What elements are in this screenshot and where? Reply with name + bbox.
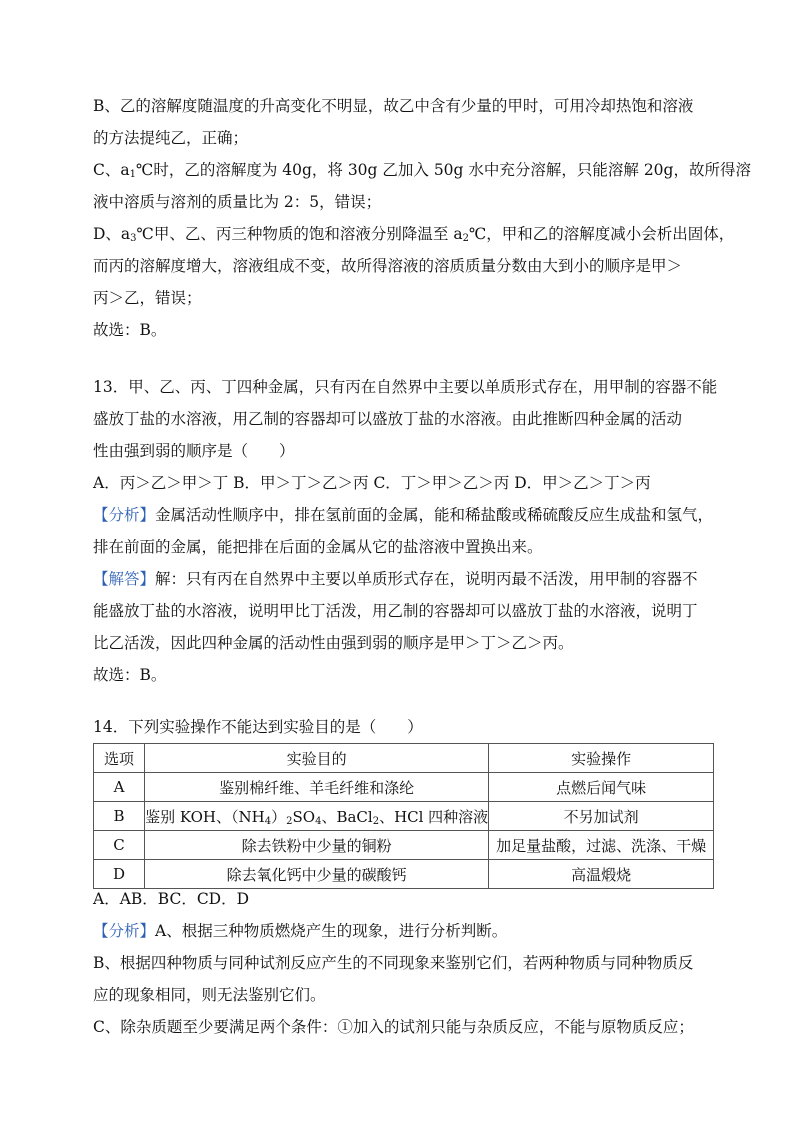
header-operation: 实验操作 [489,744,714,773]
row-operation: 不另加试剂 [489,802,714,831]
q12-line-d2: 而丙的溶解度增大，溶液组成不变，故所得溶液的溶质质量分数由大到小的顺序是甲＞ [93,257,683,275]
q13-solution-2: 能盛放丁盐的水溶液，说明甲比丁活泼，用乙制的容器却可以盛放丁盐的水溶液，说明丁 [93,602,698,620]
row-option: D [94,860,145,889]
experiment-table [93,743,714,889]
row-goal: 鉴别棉纤维、羊毛纤维和涤纶 [145,773,489,802]
q14-analysis-c: C、除杂质题至少要满足两个条件：①加入的试剂只能与杂质反应，不能与原物质反应； [93,1018,694,1036]
header-option: 选项 [94,744,145,773]
q12-answer: 故选：B。 [93,321,167,339]
table-header-row [94,744,714,773]
q13-options: A．丙＞乙＞甲＞丁 B．甲＞丁＞乙＞丙 C．丁＞甲＞乙＞丙 D．甲＞乙＞丁＞丙 [93,474,651,492]
q13-stem-3: 性由强到弱的顺序是（ ） [93,442,295,460]
q13-solution-3: 比乙活泼，因此四种金属的活动性由强到弱的顺序是甲＞丁＞乙＞丙。 [93,634,574,652]
q13-analysis-2: 排在前面的金属，能把排在后面的金属从它的盐溶液中置换出来。 [93,538,543,556]
q13-stem-2: 盛放丁盐的水溶液，用乙制的容器却可以盛放丁盐的水溶液。由此推断四种金属的活动 [93,410,683,428]
q14-analysis-a: 【分析】A、根据三种物质燃烧产生的现象，进行分析判断。 [93,922,508,940]
table-row [94,802,714,831]
row-operation: 高温煅烧 [489,860,714,889]
row-goal: 鉴别 KOH、$(NH_4)_2SO_4$、BaCl$_2$、HCl 四种溶液 [145,802,489,831]
row-option: C [94,831,145,860]
q13-answer: 故选：B。 [93,666,167,684]
solution-tag: 【解答】 [93,570,156,588]
q12-line-d1: D、$a_3℃$甲、乙、丙三种物质的饱和溶液分别降温至 $a_2℃$，甲和乙的溶解度减小会析出固体， [93,225,735,244]
q14-analysis-b2: 应的现象相同，则无法鉴别它们。 [93,986,326,1004]
row-operation: 加足量盐酸，过滤、洗涤、干燥 [489,831,714,860]
q13-stem-1: 13．甲、乙、丙、丁四种金属，只有丙在自然界中主要以单质形式存在，用甲制的容器不能 [93,378,718,396]
q12-line-c2: 液中溶质与溶剂的质量比为 2：5，错误； [93,193,382,211]
header-goal: 实验目的 [145,744,489,773]
q12-line-b1: B、乙的溶解度随温度的升高变化不明显，故乙中含有少量的甲时，可用冷却热饱和溶液 [93,97,694,115]
analysis-tag: 【分析】 [93,922,156,940]
q14-options: A．AB．BC．CD．D [93,890,250,908]
row-goal: 除去铁粉中少量的铜粉 [145,831,489,860]
row-operation: 点燃后闻气味 [489,773,714,802]
row-goal: 除去氧化钙中少量的碳酸钙 [145,860,489,889]
q14-analysis-b1: B、根据四种物质与同种试剂反应产生的不同现象来鉴别它们，若两种物质与同种物质反 [93,954,694,972]
row-option: A [94,773,145,802]
row-option: B [94,802,145,831]
q13-solution-1: 【解答】解：只有丙在自然界中主要以单质形式存在，说明丙最不活泼，用甲制的容器不 [93,570,698,588]
table-row [94,773,714,802]
q12-line-c1: C、$a_1℃$时，乙的溶解度为 40g，将 30g 乙加入 50g 水中充分溶解，只能溶解 20g，故所得溶 [93,161,751,180]
table-row [94,831,714,860]
q12-line-d3: 丙＞乙，错误； [93,289,202,307]
analysis-tag: 【分析】 [93,506,156,524]
q14-stem: 14．下列实验操作不能达到实验目的是（ ） [93,718,423,736]
q12-line-b2: 的方法提纯乙，正确； [93,129,249,147]
q13-analysis-1: 【分析】金属活动性顺序中，排在氢前面的金属，能和稀盐酸或稀硫酸反应生成盐和氢气， [93,506,714,524]
table-row [94,860,714,889]
